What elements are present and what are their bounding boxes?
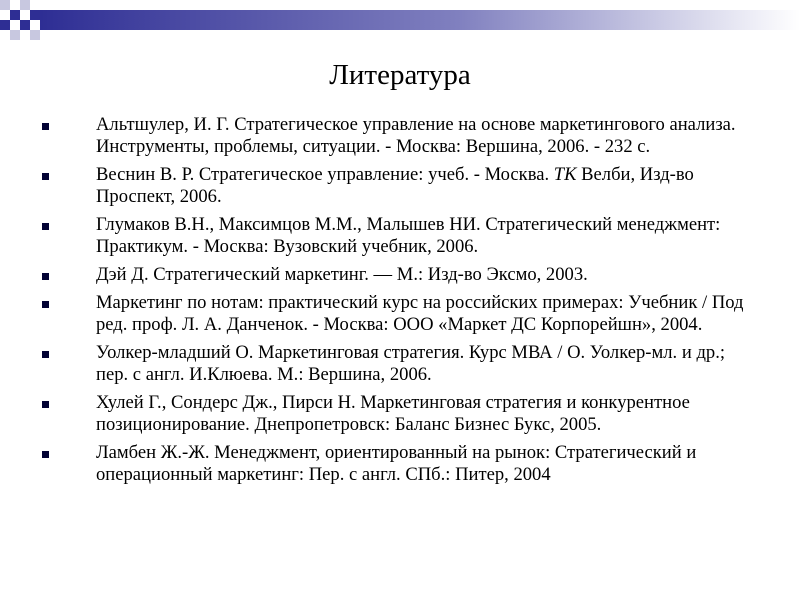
reference-text-part: Веснин В. Р. Стратегическое управление: учеб. - Москва. <box>96 164 554 185</box>
reference-text: Маркетинг по нотам: практический курс на российских примерах: Учебник / Под ред. проф. Л. А. Данченок. - Москва: ООО «Маркет ДС Корпорейшн», 2004. <box>96 292 744 335</box>
deco-square <box>20 20 30 30</box>
reference-text: Хулей Г., Сондерс Дж., Пирси Н. Маркетинговая стратегия и конкурентное позиционирование. Днепропетровск: Баланс Бизнес Букс, 2005. <box>96 392 690 435</box>
reference-text: Глумаков В.Н., Максимцов М.М., Малышев НИ. Стратегический менеджмент: Практикум. - Москва: Вузовский учебник, 2006. <box>96 214 721 257</box>
deco-square <box>0 0 10 10</box>
reference-text: Дэй Д. Стратегический маркетинг. — М.: Изд-во Эксмо, 2003. <box>96 264 588 285</box>
reference-item <box>96 264 756 286</box>
reference-text-italic: ТК <box>553 164 577 185</box>
deco-square <box>10 30 20 40</box>
deco-square <box>10 10 20 20</box>
square-bullet-icon <box>42 223 49 230</box>
deco-square <box>0 20 10 30</box>
gradient-bar <box>40 10 800 30</box>
square-bullet-icon <box>42 173 49 180</box>
reference-item <box>96 342 756 386</box>
square-bullet-icon <box>42 451 49 458</box>
reference-text: Ламбен Ж.-Ж. Менеджмент, ориентированный на рынок: Стратегический и операционный маркетинг: Пер. с англ. СПб.: Питер, 2004 <box>96 442 697 485</box>
reference-item <box>96 392 756 436</box>
reference-list <box>96 114 756 492</box>
deco-square <box>20 0 30 10</box>
reference-text <box>96 164 756 208</box>
reference-text-part: Велби, Изд-во Проспект, 2006. <box>96 164 694 207</box>
reference-item <box>96 164 756 208</box>
square-bullet-icon <box>42 351 49 358</box>
reference-item <box>96 114 756 158</box>
slide-title: Литература <box>329 59 471 91</box>
reference-text: Альтшулер, И. Г. Стратегическое управление на основе маркетингового анализа. Инструменты, проблемы, ситуации. - Москва: Вершина, 2006. - 232 с. <box>96 114 736 157</box>
header-decoration <box>0 0 800 50</box>
square-bullet-icon <box>42 301 49 308</box>
reference-item <box>96 292 756 336</box>
header-gradient-band <box>0 0 800 50</box>
square-bullet-icon <box>42 273 49 280</box>
deco-square <box>30 10 40 20</box>
deco-square <box>30 30 40 40</box>
square-bullet-icon <box>42 123 49 130</box>
square-bullet-icon <box>42 401 49 408</box>
reference-item <box>96 442 756 486</box>
reference-text: Уолкер-младший О. Маркетинговая стратегия. Курс МВА / О. Уолкер-мл. и др.; пер. с англ. И.Клюева. М.: Вершина, 2006. <box>96 342 726 385</box>
reference-item <box>96 214 756 258</box>
